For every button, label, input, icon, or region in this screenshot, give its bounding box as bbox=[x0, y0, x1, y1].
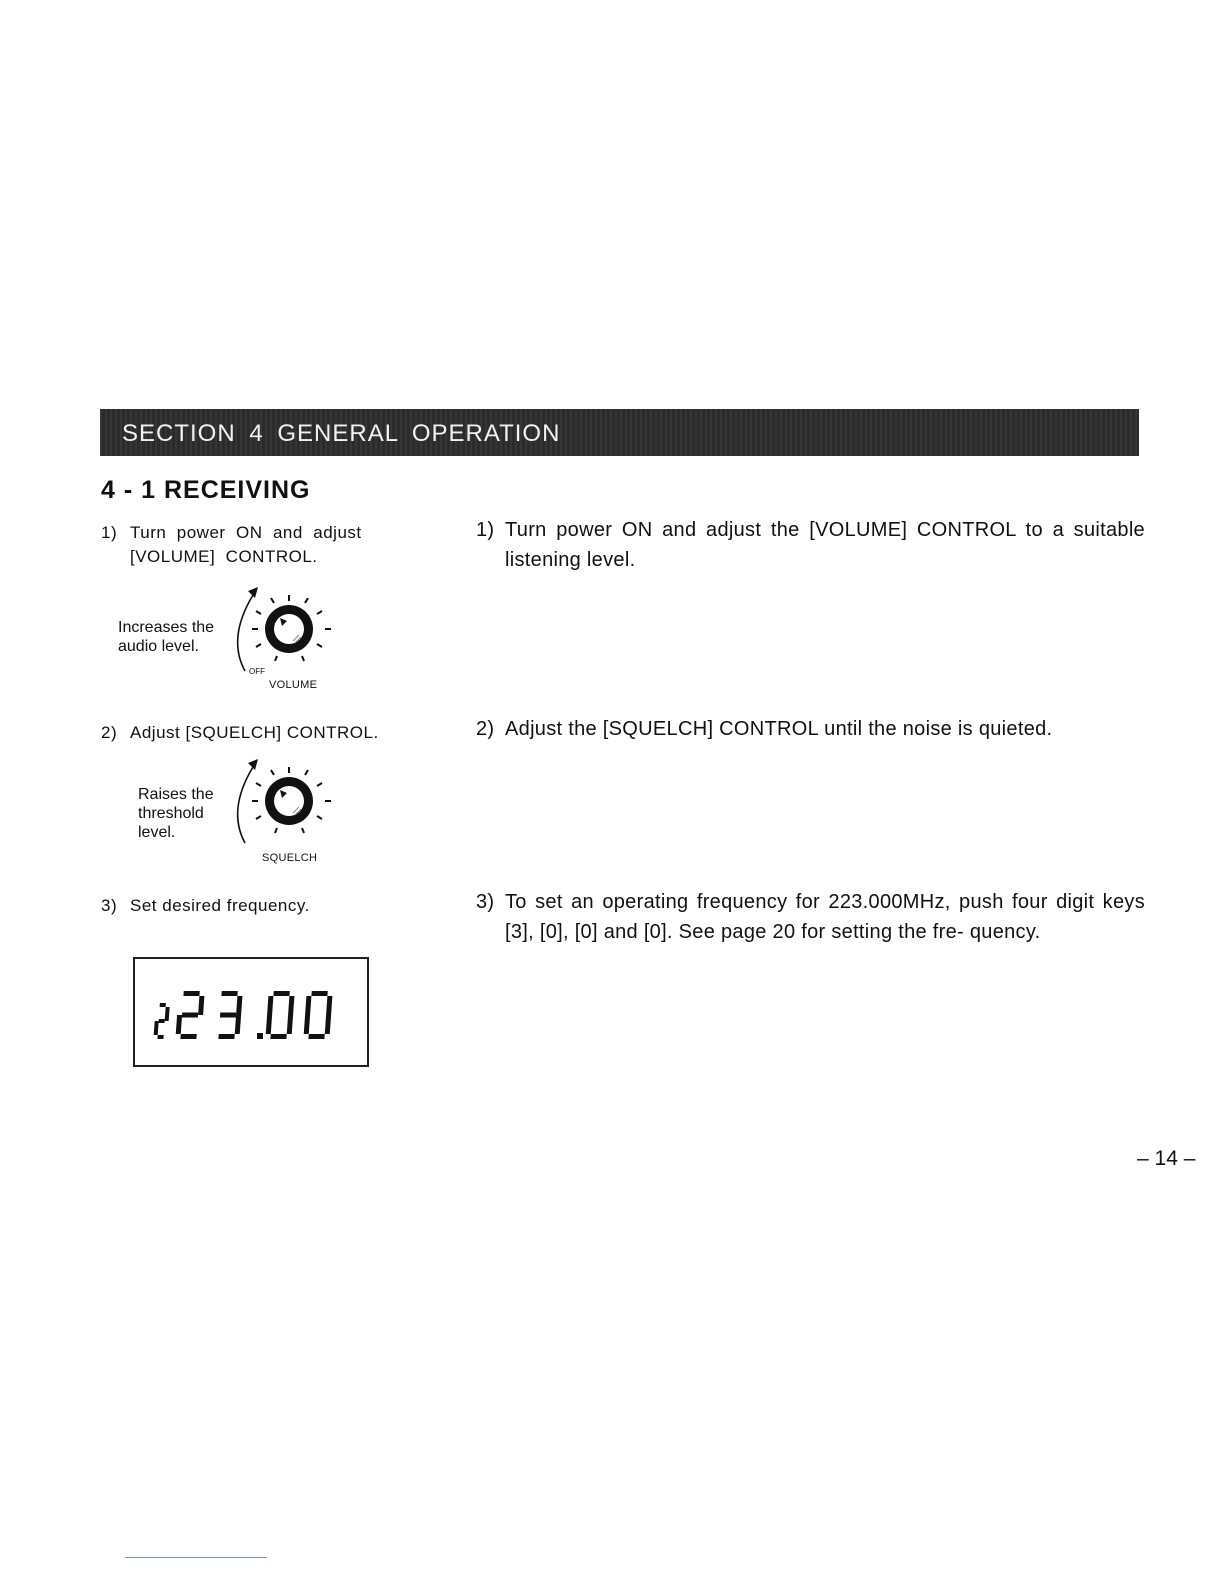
lcd-segment bbox=[235, 1015, 241, 1034]
lcd-segment bbox=[220, 1013, 236, 1018]
step-text-line: Adjust [SQUELCH] CONTROL. bbox=[130, 723, 379, 742]
lcd-segment bbox=[270, 1034, 286, 1039]
right-step-3 bbox=[476, 887, 1146, 979]
lcd-segment bbox=[159, 1019, 165, 1023]
lcd-segment bbox=[165, 1007, 170, 1021]
lcd-segment bbox=[157, 1035, 163, 1039]
lcd-segment bbox=[288, 996, 294, 1015]
lcd-segment bbox=[311, 991, 327, 996]
step-number: 3) bbox=[101, 896, 118, 915]
lcd-segment bbox=[267, 996, 273, 1015]
left-step-1 bbox=[101, 521, 431, 571]
lcd-segment bbox=[266, 1015, 272, 1034]
lcd-segment bbox=[176, 1015, 182, 1034]
step-number: 1) bbox=[101, 523, 118, 542]
note-line: Increases the bbox=[118, 619, 215, 636]
squelch-knob-note bbox=[138, 785, 214, 842]
lcd-segment bbox=[287, 1015, 293, 1034]
lcd-digit bbox=[175, 991, 204, 1039]
lcd-segment bbox=[182, 1013, 198, 1018]
lcd-segment bbox=[183, 991, 199, 996]
lcd-segment bbox=[221, 991, 237, 996]
squelch-knob-label: SQUELCH bbox=[262, 852, 318, 864]
step-number: 2) bbox=[101, 723, 118, 742]
frequency-display bbox=[133, 957, 369, 1067]
volume-knob-icon bbox=[225, 583, 345, 683]
lcd-digit bbox=[218, 991, 242, 1039]
lcd-segment bbox=[305, 996, 311, 1015]
page-number: – 14 – bbox=[1137, 1147, 1196, 1170]
right-step-1 bbox=[476, 515, 1146, 577]
right-step-2 bbox=[476, 714, 1146, 746]
lcd-digit bbox=[265, 991, 294, 1039]
step-number: 1) bbox=[476, 519, 495, 541]
lcd-segment bbox=[154, 1021, 159, 1035]
note-line: threshold bbox=[138, 805, 204, 822]
volume-knob-label: VOLUME bbox=[269, 679, 318, 691]
lcd-segment bbox=[160, 1003, 166, 1007]
left-step-3 bbox=[101, 894, 431, 920]
divider bbox=[125, 1557, 267, 1558]
section-banner bbox=[100, 409, 1139, 456]
step-text: To set an operating frequency for 223.000MHz, push four digit keys [3], [0], [0] and [0]. See page 20 for setting the fre- quency. bbox=[505, 891, 1145, 943]
left-step-2 bbox=[101, 721, 431, 747]
lcd-segment bbox=[326, 996, 332, 1015]
lcd-digit bbox=[153, 1003, 170, 1039]
note-line: level. bbox=[138, 824, 176, 841]
step-text-line: Turn power ON and adjust bbox=[130, 523, 362, 542]
lcd-segment bbox=[304, 1015, 310, 1034]
section-title: SECTION 4 GENERAL OPERATION bbox=[122, 420, 561, 447]
lcd-segment bbox=[218, 1034, 234, 1039]
step-text-line: Set desired frequency. bbox=[130, 896, 310, 915]
lcd-segment bbox=[198, 996, 204, 1015]
subsection-title: 4 - 1 RECEIVING bbox=[101, 476, 311, 504]
note-line: Raises the bbox=[138, 786, 214, 803]
step-number: 3) bbox=[476, 891, 495, 913]
lcd-segment bbox=[180, 1034, 196, 1039]
lcd-digits bbox=[135, 959, 367, 1065]
lcd-segment bbox=[236, 996, 242, 1015]
step-number: 2) bbox=[476, 718, 495, 740]
volume-knob-note bbox=[118, 618, 214, 656]
lcd-decimal-point bbox=[257, 1033, 263, 1039]
note-line: audio level. bbox=[118, 638, 199, 655]
lcd-segment bbox=[308, 1034, 324, 1039]
squelch-knob-icon bbox=[225, 755, 345, 855]
step-text: Turn power ON and adjust the [VOLUME] CONTROL to a suitable listening level. bbox=[505, 519, 1145, 571]
volume-off-label: OFF bbox=[249, 667, 265, 676]
step-text-line: [VOLUME] CONTROL. bbox=[130, 547, 318, 566]
lcd-digit bbox=[303, 991, 332, 1039]
lcd-segment bbox=[273, 991, 289, 996]
step-text: Adjust the [SQUELCH] CONTROL until the noise is quieted. bbox=[505, 718, 1053, 740]
lcd-segment bbox=[325, 1015, 331, 1034]
